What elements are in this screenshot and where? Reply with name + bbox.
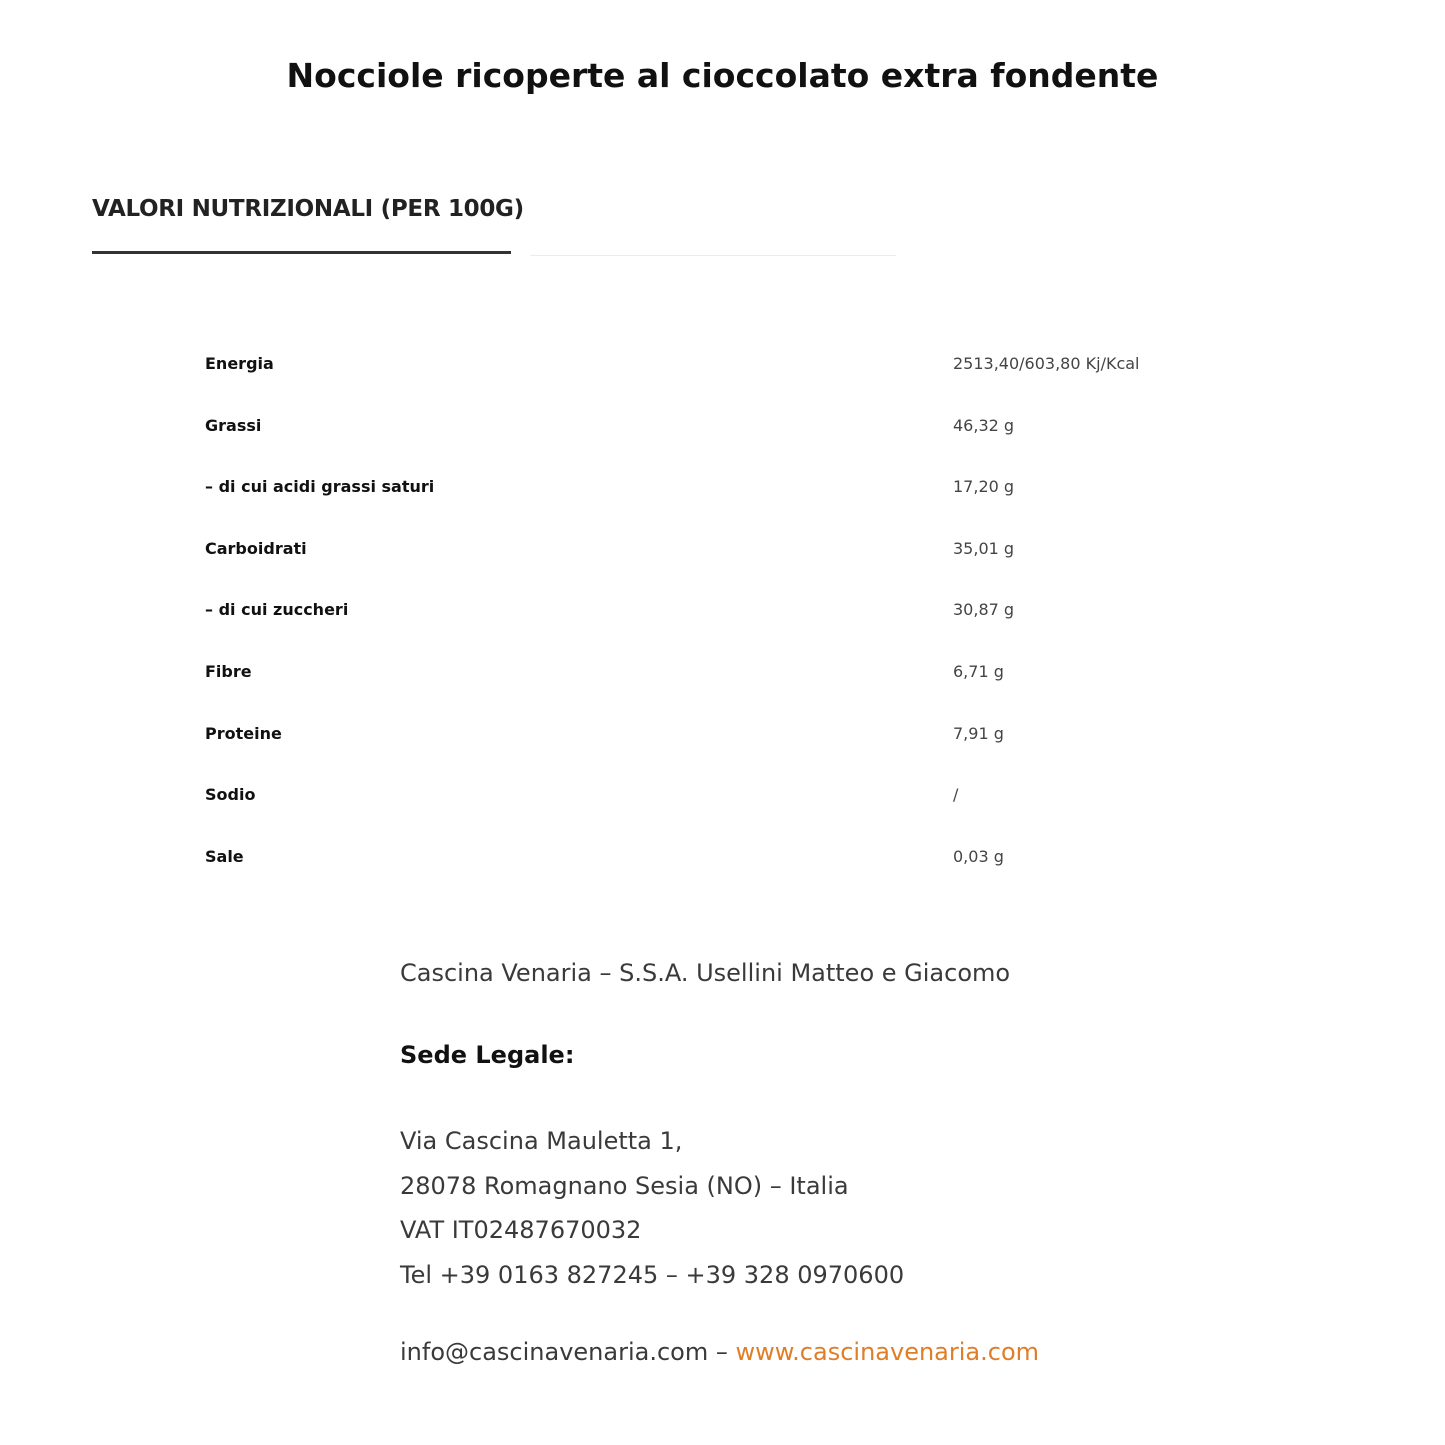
table-row [205,648,1205,710]
table-row [205,771,1205,833]
table-row [205,402,1205,464]
address-block [400,1119,1300,1297]
nutrient-label: Proteine [205,723,282,743]
nutrient-label: – di cui acidi grassi saturi [205,477,435,497]
nutrient-value: 6,71 g [953,661,1004,681]
nutrient-label: Sale [205,846,244,866]
nutrient-value: / [953,785,959,805]
table-row [205,463,1205,525]
table-row [205,710,1205,772]
table-row [205,586,1205,648]
nutrient-value: 0,03 g [953,846,1004,866]
nutrient-value: 7,91 g [953,723,1004,743]
nutrient-label: Energia [205,354,274,373]
nutrient-label: Sodio [205,785,256,805]
email-link[interactable]: info@cascinavenaria.com [400,1338,709,1366]
nutrient-label: Fibre [205,661,252,681]
phone-numbers: Tel +39 0163 827245 – +39 328 0970600 [400,1260,905,1289]
nutrient-value: 30,87 g [953,600,1015,620]
tab-active-underline [92,251,511,254]
nutrient-value: 17,20 g [953,477,1015,497]
table-row [205,833,1205,895]
tab-divider-line [530,255,896,256]
address-line: 28078 Romagnano Sesia (NO) – Italia [400,1171,849,1200]
vat-number: VAT IT02487670032 [400,1216,642,1244]
company-name: Cascina Venaria – S.S.A. Usellini Matteo e Giacomo [400,959,1011,987]
legal-heading: Sede Legale: [400,1041,575,1069]
product-title: Nocciole ricoperte al cioccolato extra fondente [286,56,1159,95]
nutrient-label: Carboidrati [205,538,307,558]
nutrient-label: Grassi [205,415,262,435]
nutrient-value: 46,32 g [953,415,1015,435]
nutrition-tab-header[interactable]: VALORI NUTRIZIONALI (PER 100G) [92,196,524,222]
nutrient-label: – di cui zuccheri [205,600,349,620]
company-info [400,955,1300,1370]
nutrient-value: 2513,40/603,80 Kj/Kcal [953,354,1140,373]
nutrient-value: 35,01 g [953,538,1015,558]
contact-separator: – [708,1338,736,1366]
table-row [205,340,1205,402]
table-row [205,525,1205,587]
nutrition-table [205,340,1205,894]
website-link[interactable]: www.cascinavenaria.com [735,1338,1039,1366]
contacts-line [400,1334,1300,1370]
address-line: Via Cascina Mauletta 1, [400,1127,683,1155]
